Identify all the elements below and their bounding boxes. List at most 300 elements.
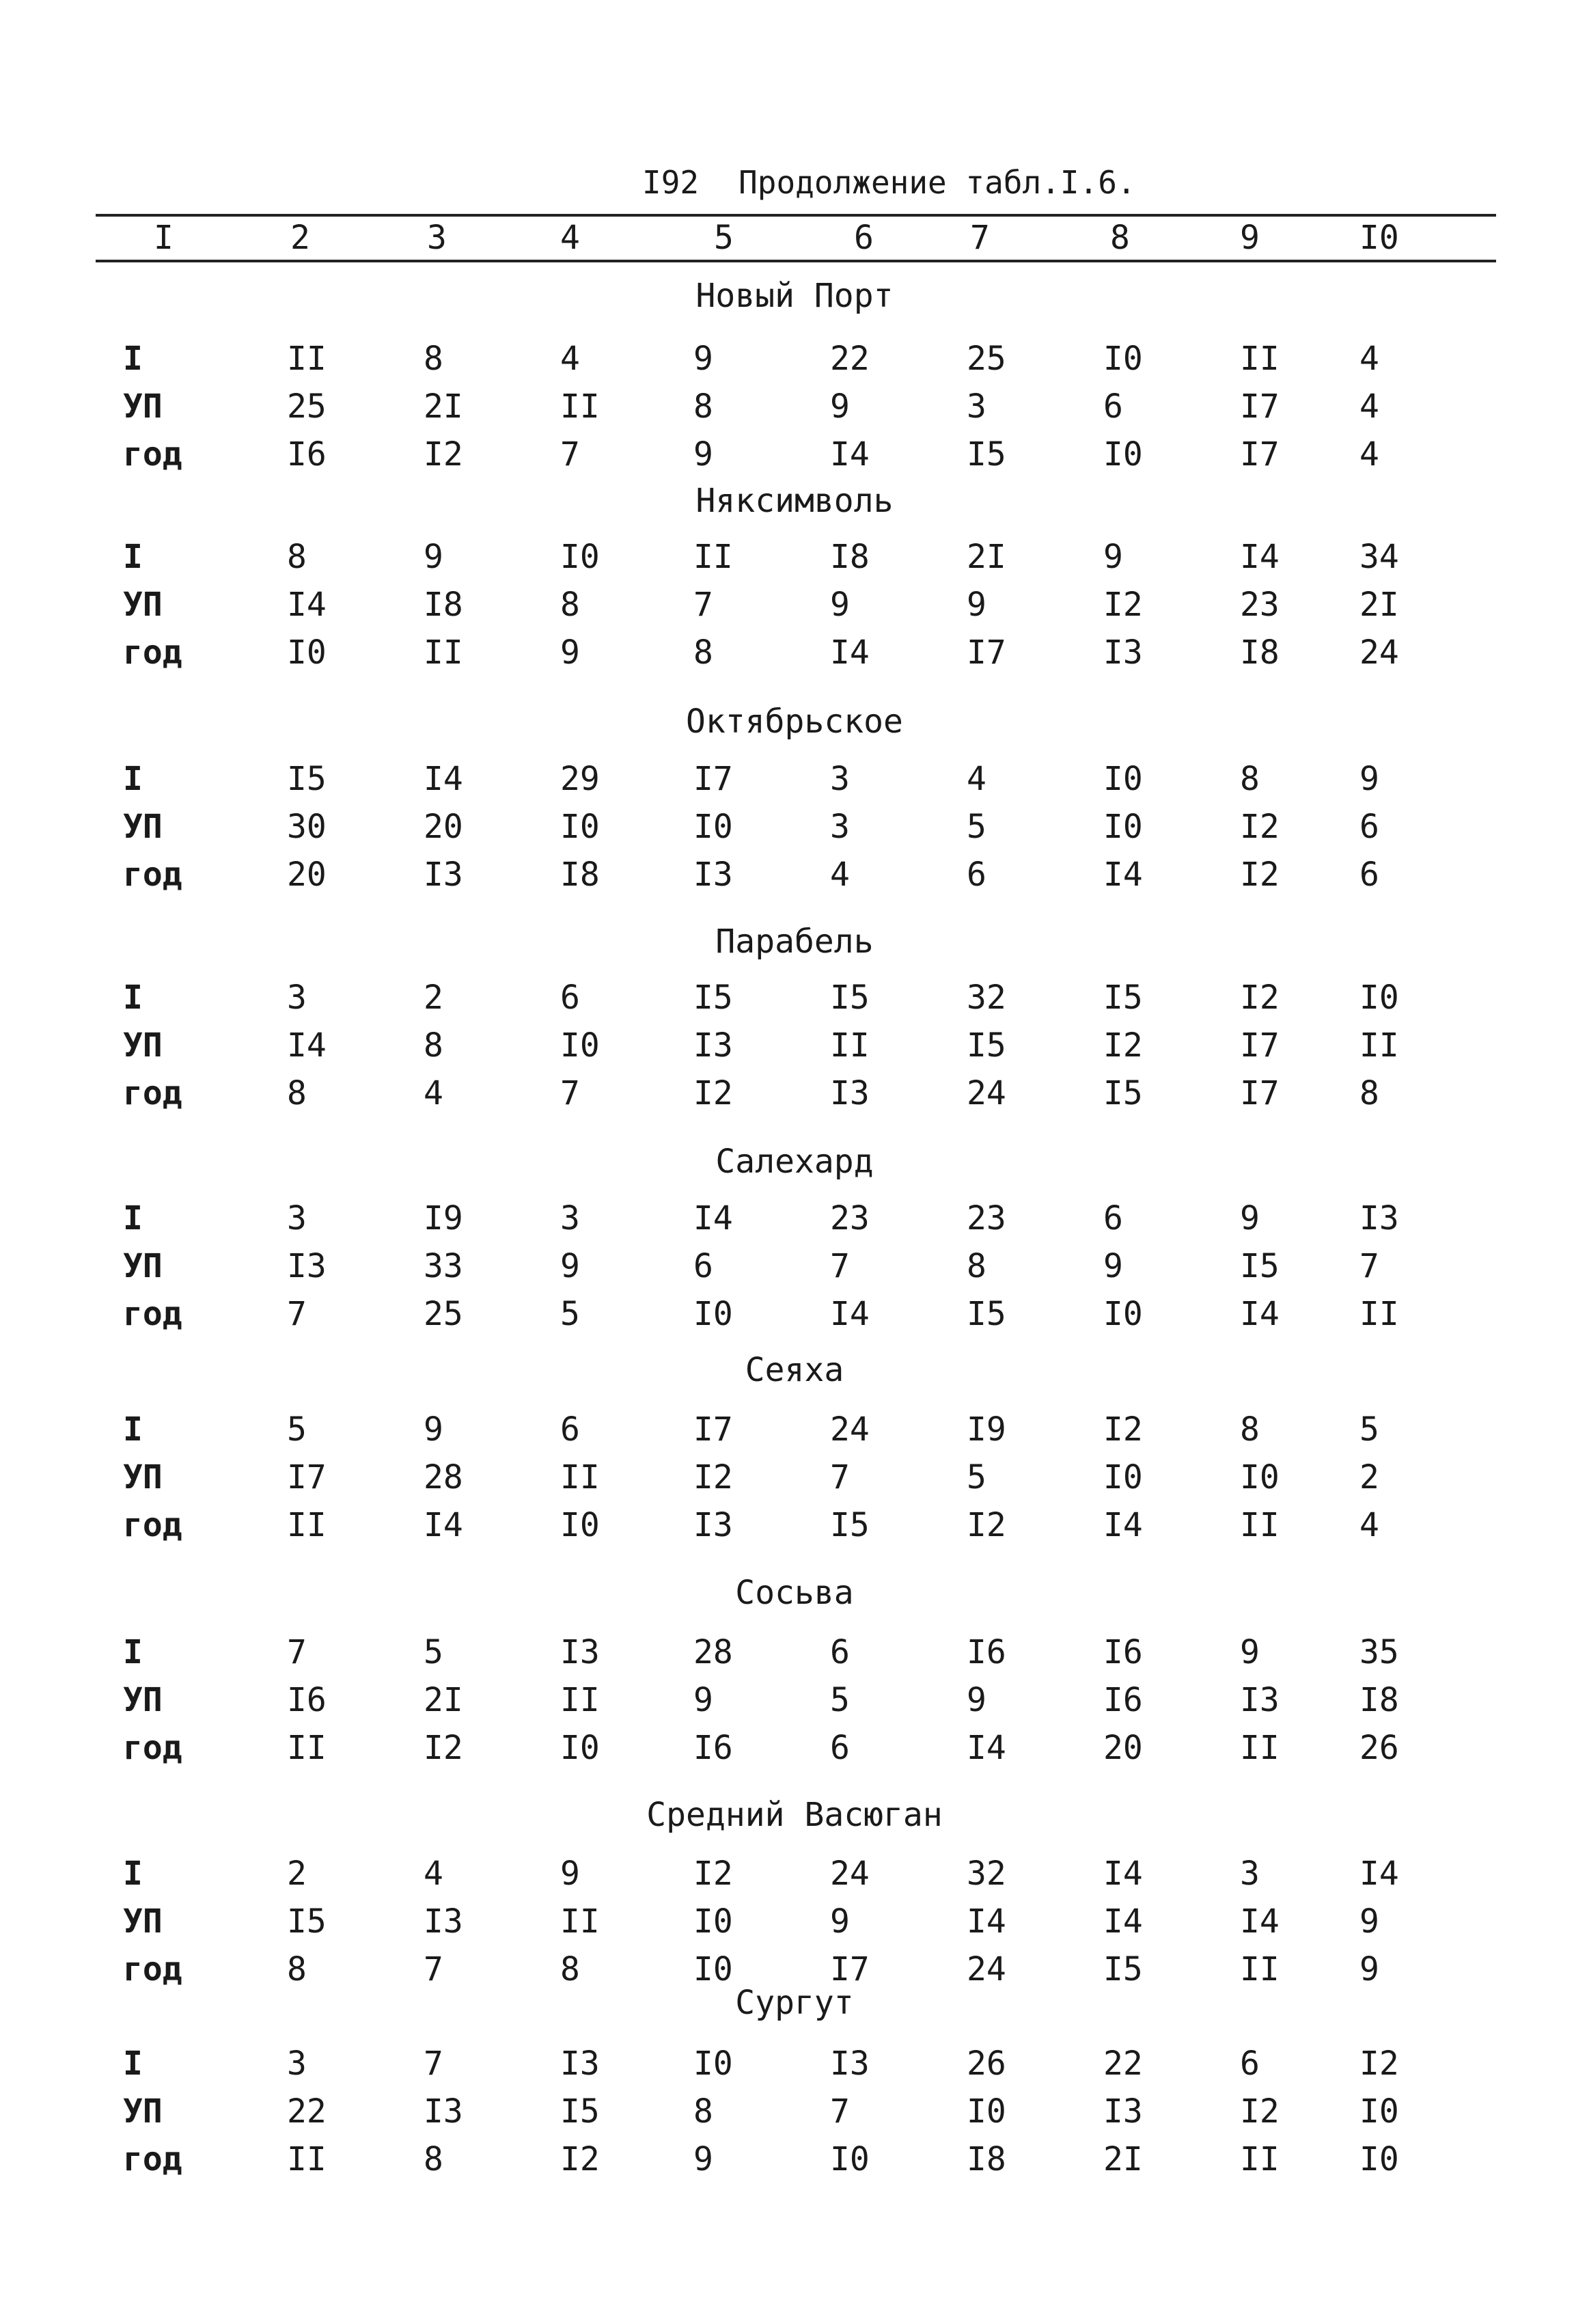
table-cell: I3 [830, 1074, 870, 1112]
column-header-3: 3 [427, 219, 447, 257]
station-name: Новый Порт [695, 277, 894, 315]
table-cell: II [287, 340, 327, 378]
table-cell: 9 [830, 586, 850, 624]
table-cell: II [287, 1506, 327, 1544]
row-label: год [123, 1729, 182, 1767]
table-cell: 8 [424, 1026, 443, 1065]
table-cell: I4 [830, 435, 870, 474]
table-cell: 22 [1103, 2045, 1143, 2083]
table-cell: 25 [287, 387, 327, 426]
row-label: год [123, 856, 182, 894]
table-cell: II [424, 633, 463, 672]
table-cell: 9 [1359, 1950, 1379, 1988]
table-cell: 28 [693, 1633, 733, 1671]
table-cell: 9 [424, 1410, 443, 1449]
table-cell: I2 [1103, 586, 1143, 624]
row-label: I [123, 1855, 143, 1893]
table-cell: I4 [693, 1199, 733, 1238]
row-label: I [123, 760, 143, 798]
table-cell: 9 [967, 1681, 986, 1719]
table-cell: I4 [287, 1026, 327, 1065]
table-cell: 5 [967, 1458, 986, 1496]
table-cell: I2 [967, 1506, 1006, 1544]
table-row [0, 1901, 1589, 1949]
table-cell: 8 [287, 1074, 307, 1112]
table-cell: II [1240, 340, 1280, 378]
table-cell: I7 [967, 633, 1006, 672]
table-cell: I0 [693, 1295, 733, 1333]
table-cell: I3 [560, 1633, 600, 1671]
table-cell: I0 [1240, 1458, 1280, 1496]
table-cell: 4 [967, 760, 986, 798]
row-label: год [123, 633, 182, 672]
table-cell: 9 [1103, 538, 1123, 576]
table-cell: 9 [560, 1247, 580, 1285]
table-cell: II [1359, 1026, 1399, 1065]
table-cell: 28 [424, 1458, 463, 1496]
table-cell: 3 [287, 979, 307, 1017]
table-cell: 3 [830, 760, 850, 798]
table-row [0, 806, 1589, 854]
table-row [0, 536, 1589, 584]
row-label: УП [123, 1026, 163, 1065]
table-cell: 4 [424, 1074, 443, 1112]
table-cell: 32 [967, 979, 1006, 1017]
table-cell: I4 [1240, 1295, 1280, 1333]
table-cell: I0 [693, 1902, 733, 1941]
table-cell: I4 [967, 1729, 1006, 1767]
table-cell: I5 [967, 1026, 1006, 1065]
table-cell: 8 [287, 1950, 307, 1988]
table-cell: I7 [693, 760, 733, 798]
column-header-9: 9 [1240, 219, 1260, 257]
table-cell: 23 [1240, 586, 1280, 624]
table-row [0, 434, 1589, 482]
table-cell: 8 [693, 387, 713, 426]
row-label: I [123, 2045, 143, 2083]
table-cell: 24 [967, 1950, 1006, 1988]
station-name: Средний Васюган [646, 1796, 943, 1834]
column-header-row [96, 217, 1496, 258]
table-cell: 9 [693, 435, 713, 474]
table-cell: I5 [1103, 979, 1143, 1017]
row-label: УП [123, 2092, 163, 2131]
table-cell: 20 [1103, 1729, 1143, 1767]
table-cell: I3 [1240, 1681, 1280, 1719]
table-cell: I2 [1103, 1026, 1143, 1065]
table-row [0, 1853, 1589, 1901]
table-cell: II [1240, 1950, 1280, 1988]
table-cell: I3 [830, 2045, 870, 2083]
table-cell: I0 [1359, 2092, 1399, 2131]
table-cell: 6 [560, 979, 580, 1017]
table-cell: 8 [1240, 760, 1260, 798]
table-cell: I0 [693, 808, 733, 846]
table-cell: 2I [424, 387, 463, 426]
table-cell: 6 [1240, 2045, 1260, 2083]
table-cell: 26 [1359, 1729, 1399, 1767]
table-cell: I5 [1240, 1247, 1280, 1285]
table-row [0, 584, 1589, 632]
table-cell: I5 [830, 979, 870, 1017]
table-row [0, 1198, 1589, 1246]
table-cell: I4 [1103, 1902, 1143, 1941]
table-cell: I5 [287, 760, 327, 798]
table-cell: 6 [967, 856, 986, 894]
table-cell: I5 [830, 1506, 870, 1544]
table-row [0, 2091, 1589, 2139]
table-cell: I4 [1103, 856, 1143, 894]
table-cell: I7 [1240, 387, 1280, 426]
table-cell: I3 [693, 1026, 733, 1065]
table-row [0, 1025, 1589, 1073]
table-cell: 22 [830, 340, 870, 378]
table-cell: I0 [1103, 760, 1143, 798]
column-header-1: I [154, 219, 174, 257]
station-name: Няксимволь [695, 482, 894, 520]
table-cell: II [560, 1902, 600, 1941]
table-cell: I5 [693, 979, 733, 1017]
table-cell: 4 [830, 856, 850, 894]
table-cell: 7 [560, 435, 580, 474]
table-cell: 20 [424, 808, 463, 846]
table-cell: 7 [287, 1295, 307, 1333]
table-cell: I0 [560, 538, 600, 576]
table-cell: I4 [1240, 1902, 1280, 1941]
table-row [0, 1632, 1589, 1680]
table-cell: I0 [560, 1506, 600, 1544]
table-cell: I3 [560, 2045, 600, 2083]
table-cell: I5 [560, 2092, 600, 2131]
table-cell: II [1240, 1506, 1280, 1544]
table-cell: I0 [1359, 979, 1399, 1017]
table-cell: I3 [1359, 1199, 1399, 1238]
table-cell: I6 [967, 1633, 1006, 1671]
table-cell: I4 [424, 760, 463, 798]
table-cell: I0 [693, 2045, 733, 2083]
table-cell: I4 [1103, 1855, 1143, 1893]
table-cell: 4 [1359, 340, 1379, 378]
table-row [0, 2139, 1589, 2187]
table-cell: 35 [1359, 1633, 1399, 1671]
row-label: год [123, 1950, 182, 1988]
table-cell: 24 [1359, 633, 1399, 672]
table-cell: I2 [1240, 979, 1280, 1017]
table-cell: I6 [287, 435, 327, 474]
table-cell: I7 [1240, 435, 1280, 474]
table-cell: I7 [1240, 1074, 1280, 1112]
table-cell: 7 [424, 2045, 443, 2083]
table-cell: I2 [1240, 2092, 1280, 2131]
page-number: I92 [642, 164, 700, 201]
row-label: УП [123, 586, 163, 624]
table-caption: Продолжение табл.I.6. [738, 164, 1136, 201]
table-cell: I3 [693, 1506, 733, 1544]
table-cell: I0 [1103, 1295, 1143, 1333]
table-cell: I6 [1103, 1633, 1143, 1671]
table-cell: I4 [1359, 1855, 1399, 1893]
table-cell: 29 [560, 760, 600, 798]
table-row [0, 1073, 1589, 1121]
table-cell: 3 [1240, 1855, 1260, 1893]
table-cell: I2 [1103, 1410, 1143, 1449]
table-cell: 4 [560, 340, 580, 378]
table-cell: 9 [1359, 1902, 1379, 1941]
table-cell: I2 [693, 1855, 733, 1893]
page-header [642, 164, 1136, 201]
table-cell: II [830, 1026, 870, 1065]
row-label: УП [123, 1681, 163, 1719]
table-cell: 8 [967, 1247, 986, 1285]
row-label: I [123, 979, 143, 1017]
station-name: Сургут [735, 1984, 854, 2022]
table-cell: 5 [560, 1295, 580, 1333]
table-row [0, 1680, 1589, 1727]
row-label: I [123, 538, 143, 576]
row-label: год [123, 2140, 182, 2178]
table-cell: 7 [424, 1950, 443, 1988]
table-cell: I0 [1103, 340, 1143, 378]
table-cell: I6 [1103, 1681, 1143, 1719]
table-cell: 24 [830, 1410, 870, 1449]
table-cell: 8 [1240, 1410, 1260, 1449]
table-cell: 33 [424, 1247, 463, 1285]
table-cell: II [287, 2140, 327, 2178]
column-header-5: 5 [714, 219, 734, 257]
table-cell: 9 [693, 1681, 713, 1719]
table-cell: 9 [560, 633, 580, 672]
table-cell: 24 [830, 1855, 870, 1893]
table-cell: II [693, 538, 733, 576]
row-label: УП [123, 808, 163, 846]
table-cell: I5 [1103, 1074, 1143, 1112]
header-bottom-rule [96, 260, 1496, 262]
table-row [0, 1246, 1589, 1294]
table-cell: II [1359, 1295, 1399, 1333]
table-row [0, 632, 1589, 680]
table-cell: I4 [967, 1902, 1006, 1941]
table-cell: 6 [830, 1729, 850, 1767]
table-cell: 8 [560, 1950, 580, 1988]
table-cell: 4 [1359, 1506, 1379, 1544]
table-cell: 6 [1103, 387, 1123, 426]
table-cell: 9 [967, 586, 986, 624]
row-label: год [123, 1506, 182, 1544]
table-cell: I5 [967, 435, 1006, 474]
table-cell: 22 [287, 2092, 327, 2131]
table-cell: 25 [967, 340, 1006, 378]
row-label: I [123, 1410, 143, 1449]
table-cell: 7 [693, 586, 713, 624]
station-name: Октябрьское [686, 702, 903, 741]
table-cell: 5 [967, 808, 986, 846]
table-cell: I6 [287, 1681, 327, 1719]
table-cell: 9 [1103, 1247, 1123, 1285]
table-cell: I2 [693, 1458, 733, 1496]
station-name: Салехард [715, 1143, 874, 1181]
table-cell: I3 [1103, 2092, 1143, 2131]
table-cell: I2 [424, 435, 463, 474]
table-cell: I0 [830, 2140, 870, 2178]
table-cell: 9 [693, 2140, 713, 2178]
column-header-8: 8 [1110, 219, 1130, 257]
table-cell: I3 [424, 2092, 463, 2131]
row-label: год [123, 435, 182, 474]
table-cell: I9 [967, 1410, 1006, 1449]
table-cell: I2 [424, 1729, 463, 1767]
table-cell: 30 [287, 808, 327, 846]
table-cell: 3 [560, 1199, 580, 1238]
table-cell: 8 [424, 340, 443, 378]
table-cell: 20 [287, 856, 327, 894]
table-cell: I0 [693, 1950, 733, 1988]
table-cell: 9 [560, 1855, 580, 1893]
table-cell: 9 [830, 387, 850, 426]
table-cell: 9 [1240, 1633, 1260, 1671]
table-cell: I4 [830, 633, 870, 672]
table-cell: I7 [693, 1410, 733, 1449]
table-cell: I7 [830, 1950, 870, 1988]
table-cell: 6 [693, 1247, 713, 1285]
table-cell: 5 [1359, 1410, 1379, 1449]
table-cell: 6 [560, 1410, 580, 1449]
table-cell: II [560, 1681, 600, 1719]
table-cell: 7 [287, 1633, 307, 1671]
table-cell: 3 [287, 1199, 307, 1238]
table-cell: I5 [1103, 1950, 1143, 1988]
table-cell: II [287, 1729, 327, 1767]
table-cell: 5 [830, 1681, 850, 1719]
table-cell: I3 [424, 1902, 463, 1941]
table-cell: 7 [830, 2092, 850, 2131]
table-cell: 5 [424, 1633, 443, 1671]
table-row [0, 1727, 1589, 1775]
table-cell: 23 [830, 1199, 870, 1238]
table-row [0, 977, 1589, 1025]
table-cell: 9 [693, 340, 713, 378]
table-cell: 8 [424, 2140, 443, 2178]
table-cell: I2 [693, 1074, 733, 1112]
column-header-7: 7 [970, 219, 990, 257]
table-cell: 8 [1359, 1074, 1379, 1112]
table-cell: I8 [560, 856, 600, 894]
table-cell: 2 [424, 979, 443, 1017]
table-cell: 9 [424, 538, 443, 576]
row-label: УП [123, 1902, 163, 1941]
table-cell: 3 [967, 387, 986, 426]
table-row [0, 758, 1589, 806]
table-cell: 7 [1359, 1247, 1379, 1285]
table-cell: I0 [560, 808, 600, 846]
table-cell: I8 [830, 538, 870, 576]
row-label: УП [123, 387, 163, 426]
table-cell: I8 [424, 586, 463, 624]
table-cell: 2I [1359, 586, 1399, 624]
table-cell: 3 [287, 2045, 307, 2083]
table-row [0, 1409, 1589, 1457]
table-cell: I0 [1103, 435, 1143, 474]
table-row [0, 2043, 1589, 2091]
table-cell: 4 [1359, 435, 1379, 474]
table-row [0, 1294, 1589, 1341]
table-cell: I8 [1359, 1681, 1399, 1719]
table-cell: I8 [1240, 633, 1280, 672]
station-name: Парабель [715, 922, 874, 961]
table-cell: I4 [1240, 538, 1280, 576]
table-cell: II [560, 387, 600, 426]
table-cell: 34 [1359, 538, 1399, 576]
table-cell: 2 [287, 1855, 307, 1893]
top-rule [96, 214, 1496, 217]
table-cell: 6 [1359, 808, 1379, 846]
table-cell: I0 [560, 1026, 600, 1065]
table-cell: 6 [1103, 1199, 1123, 1238]
table-row [0, 386, 1589, 434]
row-label: год [123, 1074, 182, 1112]
table-cell: I0 [1103, 808, 1143, 846]
table-cell: 24 [967, 1074, 1006, 1112]
table-cell: II [1240, 1729, 1280, 1767]
table-cell: II [1240, 2140, 1280, 2178]
table-cell: 4 [424, 1855, 443, 1893]
column-header-4: 4 [560, 219, 580, 257]
table-cell: I2 [1359, 2045, 1399, 2083]
table-cell: I3 [287, 1247, 327, 1285]
table-cell: 2I [967, 538, 1006, 576]
table-cell: 9 [1240, 1199, 1260, 1238]
table-cell: 32 [967, 1855, 1006, 1893]
table-cell: I3 [1103, 633, 1143, 672]
table-cell: I6 [693, 1729, 733, 1767]
table-cell: I0 [560, 1729, 600, 1767]
row-label: I [123, 340, 143, 378]
table-cell: 8 [287, 538, 307, 576]
table-cell: 2I [1103, 2140, 1143, 2178]
row-label: УП [123, 1458, 163, 1496]
table-cell: 26 [967, 2045, 1006, 2083]
table-row [0, 1457, 1589, 1505]
table-row [0, 1505, 1589, 1553]
table-cell: I4 [830, 1295, 870, 1333]
row-label: I [123, 1633, 143, 1671]
table-cell: I2 [1240, 808, 1280, 846]
table-cell: I5 [967, 1295, 1006, 1333]
table-cell: 6 [1359, 856, 1379, 894]
table-cell: 23 [967, 1199, 1006, 1238]
table-cell: 5 [287, 1410, 307, 1449]
table-cell: 25 [424, 1295, 463, 1333]
table-row [0, 854, 1589, 902]
table-cell: 7 [560, 1074, 580, 1112]
table-cell: I3 [424, 856, 463, 894]
table-cell: I8 [967, 2140, 1006, 2178]
table-cell: 9 [830, 1902, 850, 1941]
station-name: Сосьва [735, 1574, 854, 1612]
table-cell: I2 [1240, 856, 1280, 894]
table-cell: I4 [287, 586, 327, 624]
table-cell: I3 [693, 856, 733, 894]
table-cell: 8 [693, 633, 713, 672]
station-name: Сеяха [745, 1351, 844, 1389]
table-cell: 9 [1359, 760, 1379, 798]
table-cell: 3 [830, 808, 850, 846]
column-header-2: 2 [290, 219, 310, 257]
table-cell: II [560, 1458, 600, 1496]
table-cell: I4 [424, 1506, 463, 1544]
table-cell: I9 [424, 1199, 463, 1238]
table-cell: 2I [424, 1681, 463, 1719]
row-label: I [123, 1199, 143, 1238]
